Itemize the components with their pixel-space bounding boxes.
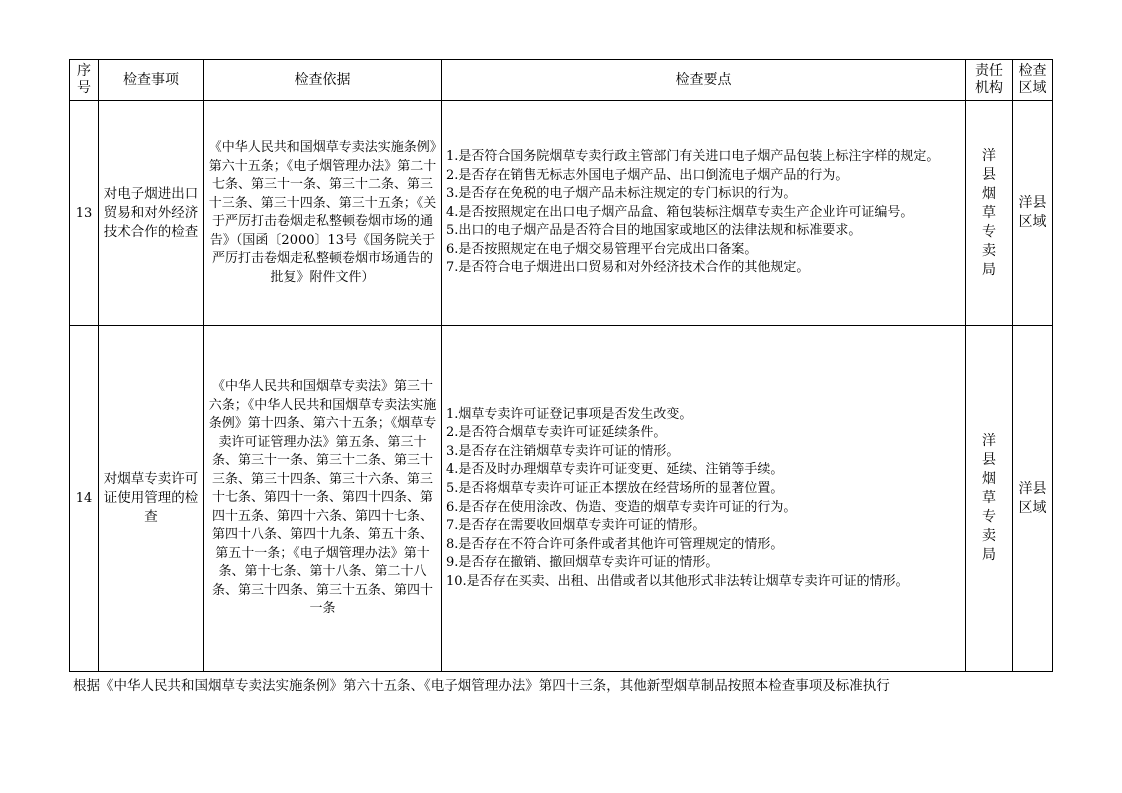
check-point: 9.是否存在撤销、撤回烟草专卖许可证的情形。 — [446, 555, 719, 571]
header-responsible: 责任机构 — [966, 60, 1013, 101]
table-row — [70, 326, 1053, 672]
table-row — [70, 101, 1053, 326]
check-point: 3.是否存在免税的电子烟产品未标注规定的专门标识的行为。 — [446, 186, 797, 202]
row-item: 对电子烟进出口贸易和对外经济技术合作的检查 — [99, 101, 204, 326]
header-area: 检查区域 — [1013, 60, 1053, 101]
row-points — [442, 326, 966, 672]
header-basis: 检查依据 — [204, 60, 442, 101]
row-responsible: 洋县烟草专卖局 — [966, 326, 1013, 672]
check-point: 1.是否符合国务院烟草专卖行政主管部门有关进口电子烟产品包装上标注字样的规定。 — [446, 148, 940, 164]
check-point: 3.是否存在注销烟草专卖许可证的情形。 — [446, 443, 680, 459]
row-responsible: 洋县烟草专卖局 — [966, 101, 1013, 326]
row-basis: 《中华人民共和国烟草专卖法实施条例》第六十五条；《电子烟管理办法》第二十七条、第三十一条、第三十二条、第三十三条、第三十四条、第三十五条；《关于严厉打击卷烟走私整顿卷烟市场的通告》（国函〔2000〕13号《国务院关于严厉打击卷烟走私整顿卷烟市场通告的批复》附件文件） — [204, 101, 442, 326]
table-header-row — [70, 60, 1053, 101]
row-item: 对烟草专卖许可证使用管理的检查 — [99, 326, 204, 672]
row-area: 洋县区域 — [1013, 101, 1053, 326]
row-area: 洋县区域 — [1013, 326, 1053, 672]
check-point: 5.是否将烟草专卖许可证正本摆放在经营场所的显著位置。 — [446, 480, 784, 496]
row-no: 13 — [70, 101, 99, 326]
header-points: 检查要点 — [442, 60, 966, 101]
check-point: 4.是否及时办理烟草专卖许可证变更、延续、注销等手续。 — [446, 462, 784, 478]
check-point: 5.出口的电子烟产品是否符合目的地国家或地区的法律法规和标准要求。 — [446, 223, 862, 239]
check-point: 1.烟草专卖许可证登记事项是否发生改变。 — [446, 406, 693, 422]
row-basis: 《中华人民共和国烟草专卖法》第三十六条；《中华人民共和国烟草专卖法实施条例》第十四条、第六十五条；《烟草专卖许可证管理办法》第五条、第三十条、第三十一条、第三十二条、第三十三条、第三十四条、第三十六条、第三十七条、第四十一条、第四十四条、第四十五条、第四十六条、第四十七条、第四十八条、第四十九条、第五十条、第五十一条；《电子烟管理办法》第十条、第十七条、第十八条、第二十八条、第三十四条、第三十五条、第四十一条 — [204, 326, 442, 672]
check-point: 6.是否存在使用涂改、伪造、变造的烟草专卖许可证的行为。 — [446, 499, 797, 515]
check-point: 10.是否存在买卖、出租、出借或者以其他形式非法转让烟草专卖许可证的情形。 — [446, 573, 909, 589]
inspection-table — [69, 59, 1053, 672]
check-point: 4.是否按照规定在出口电子烟产品盒、箱包装标注烟草专卖生产企业许可证编号。 — [446, 204, 914, 220]
check-point: 7.是否存在需要收回烟草专卖许可证的情形。 — [446, 518, 706, 534]
check-point: 2.是否存在销售无标志外国电子烟产品、出口倒流电子烟产品的行为。 — [446, 167, 849, 183]
check-point: 7.是否符合电子烟进出口贸易和对外经济技术合作的其他规定。 — [446, 260, 810, 276]
row-points — [442, 101, 966, 326]
check-point: 8.是否存在不符合许可条件或者其他许可管理规定的情形。 — [446, 536, 784, 552]
header-item: 检查事项 — [99, 60, 204, 101]
check-point: 6.是否按照规定在电子烟交易管理平台完成出口备案。 — [446, 241, 758, 257]
check-point: 2.是否符合烟草专卖许可证延续条件。 — [446, 425, 667, 441]
header-no: 序号 — [70, 60, 99, 101]
row-no: 14 — [70, 326, 99, 672]
footer-note: 根据《中华人民共和国烟草专卖法实施条例》第六十五条、《电子烟管理办法》第四十三条，其他新型烟草制品按照本检查事项及标准执行 — [73, 678, 890, 694]
